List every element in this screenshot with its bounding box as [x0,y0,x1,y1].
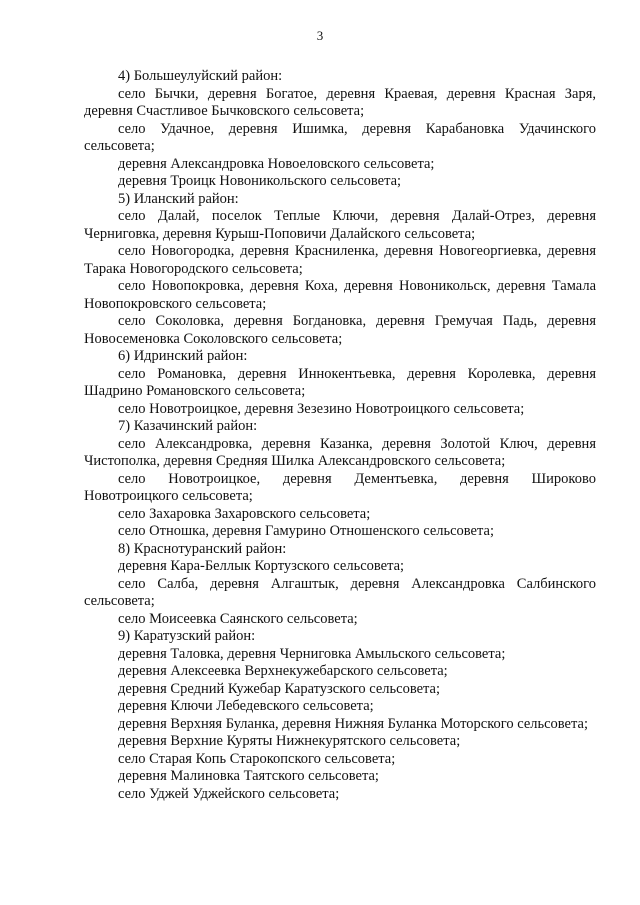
district-heading: 7) Казачинский район: [118,418,258,434]
list-item: деревня Таловка, деревня Черниговка Амыльского сельсовета; [118,645,506,662]
list-item: село Удачное, деревня Ишимка, деревня Карабановка Удачинского сельсовета; [84,120,596,154]
list-item: деревня Ключи Лебедевского сельсовета; [118,698,374,714]
list-item: деревня Верхние Куряты Нижнекурятского сельсовета; [118,733,461,749]
list-item: село Отношка, деревня Гамурино Отношенского сельсовета; [118,523,494,539]
list-item: деревня Малиновка Таятского сельсовета; [118,768,379,784]
list-item: село Новотроицкое, деревня Зезезино Новотроицкого сельсовета; [118,400,525,417]
list-item: деревня Александровка Новоеловского сельсовета; [118,155,435,172]
list-item: деревня Алексеевка Верхнекужебарского сельсовета; [118,663,448,679]
district-heading: 8) Краснотуранский район: [118,540,287,557]
list-item: село Моисеевка Саянского сельсовета; [118,610,358,627]
district-heading: 6) Идринский район: [118,348,248,364]
district-heading: 5) Иланский район: [118,190,239,207]
list-item: село Александровка, деревня Казанка, деревня Золотой Ключ, деревня Чистополка, деревня Средняя Шилка Александровского сельсовета; [84,435,596,469]
list-item: деревня Средний Кужебар Каратузского сельсовета; [118,680,441,697]
list-item: деревня Верхняя Буланка, деревня Нижняя Буланка Моторского сельсовета; [118,715,588,732]
district-heading: 9) Каратузский район: [118,628,256,644]
list-item: деревня Кара-Беллык Кортузского сельсовета; [118,558,405,574]
list-item: село Романовка, деревня Иннокентьевка, деревня Королевка, деревня Шадрино Романовского сельсовета; [84,365,596,399]
page-number: 3 [316,28,324,43]
list-item: село Бычки, деревня Богатое, деревня Краевая, деревня Красная Заря, деревня Счастливое Бычковского сельсовета; [84,85,596,119]
list-item: село Старая Копь Старокопского сельсовета; [118,750,396,767]
list-item: село Захаровка Захаровского сельсовета; [118,505,371,522]
document-body [84,68,596,803]
list-item: село Новотроицкое, деревня Дементьевка, деревня Широково Новотроицкого сельсовета; [84,470,596,504]
list-item: село Салба, деревня Алгаштык, деревня Александровка Салбинского сельсовета; [84,575,596,609]
list-item: село Соколовка, деревня Богдановка, деревня Гремучая Падь, деревня Новосеменовка Соколовского сельсовета; [84,313,596,347]
list-item: село Новопокровка, деревня Коха, деревня Новоникольск, деревня Тамала Новопокровского сельсовета; [84,278,596,312]
list-item: село Новогородка, деревня Красниленка, деревня Новогеоргиевка, деревня Тарака Новогородского сельсовета; [84,243,596,277]
list-item: село Уджей Уджейского сельсовета; [118,785,340,802]
list-item: деревня Троицк Новоникольского сельсовета; [118,173,402,189]
list-item: село Далай, поселок Теплые Ключи, деревня Далай-Отрез, деревня Черниговка, деревня Курыш-Поповичи Далайского сельсовета; [84,208,596,242]
district-heading: 4) Большеулуйский район: [118,68,283,84]
